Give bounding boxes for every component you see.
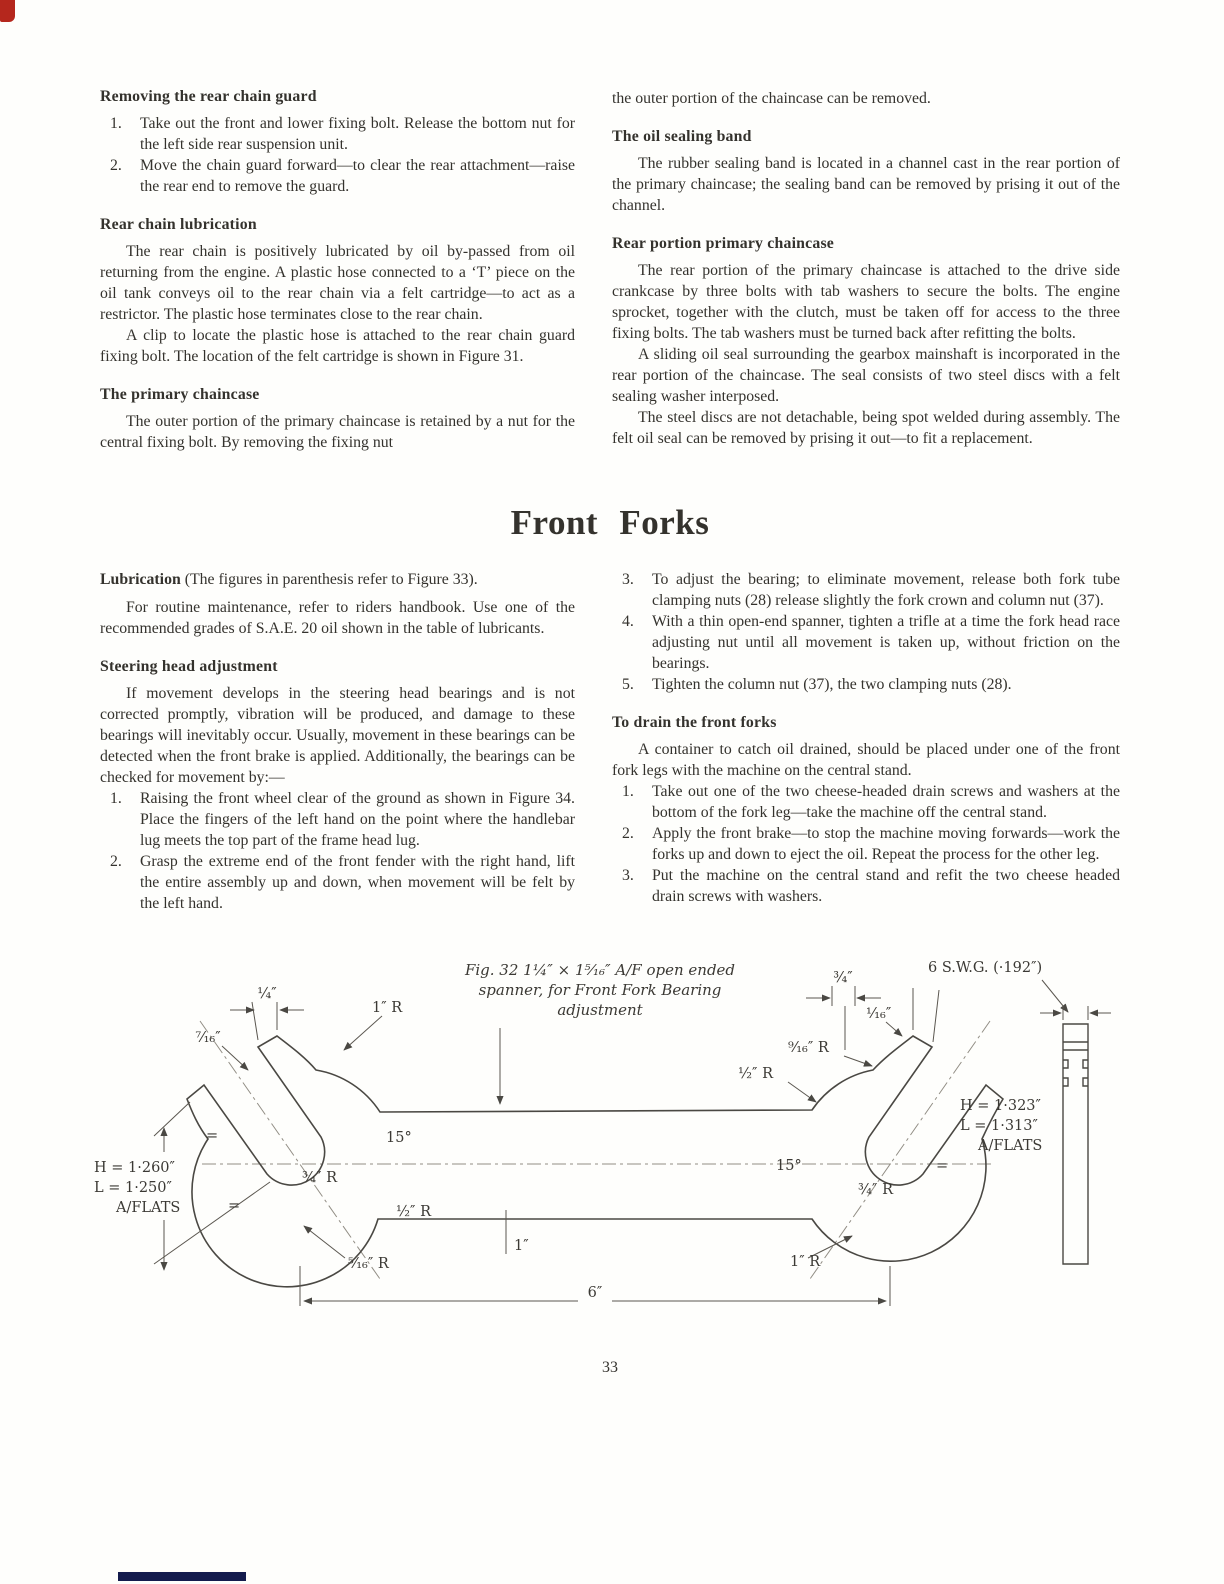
section-heading-rear-portion-chaincase: Rear portion primary chaincase [612, 235, 835, 252]
list-item [612, 781, 1120, 823]
page-number: 33 [602, 1359, 618, 1376]
section-heading-primary-chaincase: The primary chaincase [100, 386, 260, 403]
figure-32 [90, 954, 1130, 1349]
list-text: To adjust the bearing; to eliminate movement, release both fork tube clamping nuts (28) release slightly the fork crown and column nut (37). [652, 571, 1120, 609]
section-heading-rear-chain-guard: Removing the rear chain guard [100, 88, 317, 105]
list-text: Grasp the extreme end of the front fender with the right hand, lift the entire assembly up and down, when movement will be felt by the left hand. [140, 853, 575, 912]
list-item [100, 851, 575, 914]
top-right-column [612, 88, 1120, 453]
list-number: 3. [622, 867, 634, 884]
list-number: 1. [110, 790, 122, 807]
lubrication-heading-line [100, 569, 575, 590]
lubrication-heading: Lubrication [100, 571, 181, 588]
list-number: 2. [622, 825, 634, 842]
dim-label-radius-916-right: ⁹⁄₁₆″ R [788, 1040, 829, 1056]
dim-label-seven-sixteenth: ⁷⁄₁₆″ [195, 1030, 221, 1046]
list-text: Tighten the column nut (37), the two clamping nuts (28). [652, 676, 1012, 693]
paragraph: A container to catch oil drained, should be placed under one of the front fork legs with the machine on the central stand. [612, 741, 1120, 779]
list-number: 1. [622, 783, 634, 800]
list-item [612, 823, 1120, 865]
list-text: With a thin open-end spanner, tighten a trifle at a time the fork head race adjusting nut until all movement is taken up, without friction on the bearings. [652, 613, 1120, 672]
list-number: 4. [622, 613, 634, 630]
paragraph: If movement develops in the steering head bearings and is not corrected promptly, vibration will be produced, and damage to these bearings will inevitably occur. Usually, movement in these bearings can be detected when the front brake is applied. Additionally, the bearings can be checked for movement by:— [100, 685, 575, 786]
dim-label-l-right: L = 1·313″ [960, 1118, 1038, 1134]
scan-artifact-bottom [118, 1572, 246, 1581]
front-forks-title: Front Forks [510, 503, 710, 542]
list-item [612, 674, 1120, 695]
list-item [612, 865, 1120, 907]
dim-label-flats-right: A/FLATS [978, 1138, 1043, 1154]
list-number: 3. [622, 571, 634, 588]
dim-equal-mark: = [206, 1128, 219, 1144]
paragraph: The rubber sealing band is located in a channel cast in the rear portion of the primary chaincase; the sealing band can be removed by prising it out of the channel. [612, 155, 1120, 214]
top-columns [100, 88, 1120, 453]
dim-label-radius-12-right: ½″ R [738, 1066, 773, 1082]
dim-label-radius-1in-left: 1″ R [372, 1000, 403, 1016]
dim-label-h-right: H = 1·323″ [960, 1098, 1041, 1114]
dim-label-one-inch: 1″ [514, 1238, 529, 1254]
dim-label-quarter: ¼″ [257, 986, 277, 1002]
paragraph: The outer portion of the primary chaincase is retained by a nut for the central fixing bolt. By removing the fixing nut [100, 413, 575, 451]
dim-label-six-inch: 6″ [587, 1285, 603, 1301]
list-number: 2. [110, 157, 122, 174]
list-text: Raising the front wheel clear of the ground as shown in Figure 34. Place the fingers of the left hand on the point where the handlebar lug meets the top part of the frame head lug. [140, 790, 575, 849]
list-number: 1. [110, 115, 122, 132]
list-number: 2. [110, 853, 122, 870]
paragraph: The steel discs are not detachable, being spot welded during assembly. The felt oil seal can be removed by prising it out—to fit a replacement. [612, 409, 1120, 447]
list-item [612, 611, 1120, 674]
dim-label-angle-left: 15° [386, 1130, 412, 1146]
paragraph: The rear portion of the primary chaincase is attached to the drive side crankcase by three bolts with tab washers to secure the bolts. The engine sprocket, together with the clutch, must be taken off for access to the three fixing bolts. The tab washers must be turned back after refitting the bolts. [612, 262, 1120, 342]
list-number: 5. [622, 676, 634, 693]
front-forks-columns [100, 569, 1120, 914]
list-text: Move the chain guard forward—to clear the rear attachment—raise the rear end to remove the guard. [140, 157, 575, 195]
list-item [100, 155, 575, 197]
section-heading-steering-head: Steering head adjustment [100, 658, 278, 675]
list-text: Put the machine on the central stand and refit the two cheese headed drain screws with washers. [652, 867, 1120, 905]
figure-caption-line: spanner, for Front Fork Bearing [478, 981, 722, 999]
lubrication-heading-note: (The figures in parenthesis refer to Figure 33). [180, 571, 478, 588]
scan-artifact-top-left [0, 0, 15, 22]
dim-label-radius-516-left: ⁵⁄₁₆″ R [348, 1256, 389, 1272]
list-item [100, 788, 575, 851]
gauge-note-label: 6 S.W.G. (·192″) [928, 960, 1043, 976]
dim-label-one-sixteenth: ¹⁄₁₆″ [866, 1006, 892, 1022]
centerlines [200, 1021, 995, 1279]
dim-label-l-left: L = 1·250″ [94, 1180, 172, 1196]
paragraph-continuation: the outer portion of the chaincase can be removed. [612, 90, 931, 107]
paragraph: A clip to locate the plastic hose is attached to the rear chain guard fixing bolt. The location of the felt cartridge is shown in Figure 31. [100, 327, 575, 365]
dim-label-34-top-right: ¾″ [833, 970, 853, 986]
dim-label-h-left: H = 1·260″ [94, 1160, 175, 1176]
spanner-outline [187, 1036, 1003, 1287]
list-text: Take out the front and lower fixing bolt. Release the bottom nut for the left side rear suspension unit. [140, 115, 575, 153]
figure-caption-line: Fig. 32 1¼″ × 1⁵⁄₁₆″ A/F open ended [464, 961, 736, 979]
list-item [100, 113, 575, 155]
section-heading-rear-chain-lubrication: Rear chain lubrication [100, 216, 257, 233]
front-forks-right-column [612, 569, 1120, 914]
dim-label-flats-left: A/FLATS [116, 1200, 181, 1216]
dim-equal-mark: = [228, 1198, 241, 1214]
front-forks-left-column [100, 569, 575, 914]
figure-caption [445, 960, 755, 1020]
dimension-lines [154, 980, 1111, 1306]
dim-label-radius-12-left: ½″ R [396, 1204, 431, 1220]
list-item [612, 569, 1120, 611]
section-heading-oil-sealing-band: The oil sealing band [612, 128, 752, 145]
paragraph: For routine maintenance, refer to riders handbook. Use one of the recommended grades of S.A.E. 20 oil shown in the table of lubricants. [100, 599, 575, 637]
list-text: Take out one of the two cheese-headed drain screws and washers at the bottom of the fork leg—take the machine off the central stand. [652, 783, 1120, 821]
dim-label-radius-1in-right: 1″ R [790, 1254, 821, 1270]
list-text: Apply the front brake—to stop the machine moving forwards—work the forks up and down to eject the oil. Repeat the process for the other leg. [652, 825, 1120, 863]
top-left-column [100, 88, 575, 453]
dim-label-angle-right: 15° [776, 1158, 802, 1174]
spanner-side-view [1063, 1024, 1088, 1264]
paragraph: A sliding oil seal surrounding the gearbox mainshaft is incorporated in the rear portion of the chaincase. The seal consists of two steel discs with a felt sealing washer interposed. [612, 346, 1120, 405]
figure-caption-line: adjustment [557, 1001, 643, 1019]
dim-equal-mark: = [936, 1158, 949, 1174]
section-heading-drain-forks: To drain the front forks [612, 714, 777, 731]
dim-label-radius-34-right: ¾″ R [858, 1182, 893, 1198]
dim-label-radius-34-left: ¾″ R [302, 1170, 337, 1186]
paragraph: The rear chain is positively lubricated by oil by-passed from oil returning from the engine. A plastic hose connected to a ‘T’ piece on the oil tank conveys oil to the rear chain via a felt cartridge—to act as a restrictor. The plastic hose terminates close to the rear chain. [100, 243, 575, 323]
